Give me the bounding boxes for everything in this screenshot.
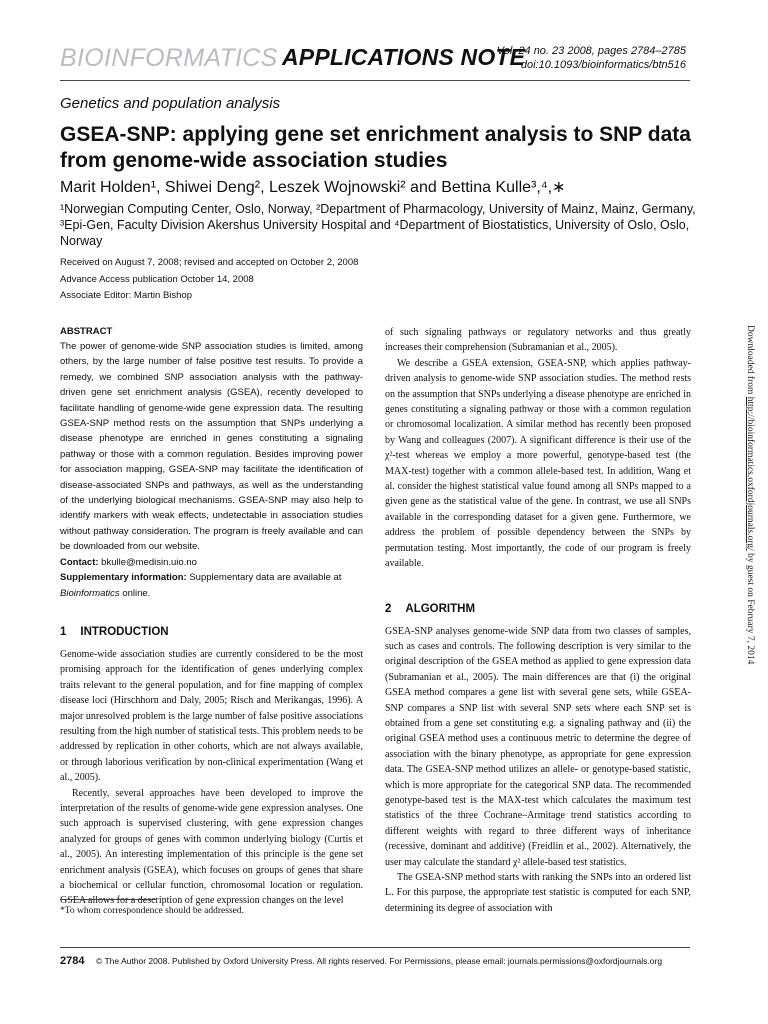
guest-date: by guest on February 7, 2014 [745,553,755,665]
contact-line [60,555,363,570]
copyright-line: © The Author 2008. Published by Oxford University Press. All rights reserved. For Permissions, please email: journals.permissions@oxfordjournals.org [96,956,663,966]
correspondence-footnote: *To whom correspondence should be addressed. [60,906,245,916]
journal-name: BIOINFORMATICS [60,44,278,72]
supplementary-end: online. [122,587,151,599]
footnote-rule [60,899,156,900]
footer-rule [60,947,690,948]
supplementary-label: Supplementary information: [60,572,187,584]
article-title: GSEA-SNP: applying gene set enrichment analysis to SNP data from genome-wide association studies [60,123,691,172]
article-type: APPLICATIONS NOTE [282,44,526,70]
contact-email[interactable]: bkulle@medisin.uio.no [101,556,197,568]
doi[interactable]: doi:10.1093/bioinformatics/btn516 [520,59,686,71]
header-rule [60,80,690,81]
abstract-heading: ABSTRACT [60,326,113,337]
advance-access: Advance Access publication October 14, 2008 [60,273,254,285]
downloaded-prefix: Downloaded from [745,325,755,395]
supplementary-text: Supplementary data are available at [189,572,342,584]
supplementary-journal: Bioinformatics [60,587,120,599]
intro-paragraph-2: Recently, several approaches have been developed to improve the interpretation of the results of genome-wide gene expression analyses. One such approach is supervised clustering, with gene expression changes analyzed for groups of genes with common underlying biology (Curtis et al., 2005). An interesting implementation of this principle is the gene set enrichment analysis (GSEA), which focuses on groups of genes that share a biochemical or cellular function, chromosomal location or regulation. GSEA allows for a description of gene expression changes on the level [60,787,363,907]
received-date: Received on August 7, 2008; revised and accepted on October 2, 2008 [60,257,359,268]
right-paragraph-1: of such signaling pathways or regulatory networks and thus greatly increases their comprehension (Subramanian et al., 2005). [385,327,691,354]
right-column [385,325,691,916]
algorithm-paragraph-1: GSEA-SNP analyses genome-wide SNP data from two classes of samples, such as cases and controls. The following description is very similar to the original description of the GSEA method as applied to gene expression data (Subramanian et al., 2005). The main differences are that (i) the original GSEA method compares a gene list with several gene sets, while GSEA-SNP compares a SNP list with several SNP sets where each SNP set is obtained from a gene set constituting e.g. a signaling pathway and (ii) the original GSEA method uses a continuous metric to determine the degree of association with the binary phenotype, as appropriate for gene expression data. The GSEA-SNP method utilizes an allele- or genotype-based statistic, which is more appropriate for the categorical SNP data. The recommended genotype-based test is the MAX-test which calculates the maximum test statistics of the three Cochrane–Armitage trend statistics according to different weights with regard to three different ways of inheritance (recessive, dominant and additive) (Freidlin et al., 2002). Alternatively, the user may calculate the standard χ² allele-based test statistics. [385,625,691,868]
right-paragraph-2: We describe a GSEA extension, GSEA-SNP, which applies pathway-driven analysis to genome-wide SNP association studies. The method rests on the assumption that SNPs underlying a disease phenotype are enriched in genes constituting a signaling pathway or those with a common regulation or chromosomal localization. A similar method has recently been proposed by Wang and colleagues (2007). A significant difference is their use of the χ²-test whereas we employ a more powerful, genotype-based test (the MAX-test) together with a common allele-based test. In addition, Wang et al. consider the highest statistical value found among all SNPs mapped to a given gene as the statistical value of the gene. In contrast, we use all SNPs available in the corresponding dataset for a given gene. Furthermore, we address the problem of possible dependency between the SNPs by permutation testing. Most importantly, the code of our program is freely available. [385,357,691,570]
intro-paragraph-1: Genome-wide association studies are currently considered to be the most promising approach for the identification of genes underlying complex traits relevant to the general population, and for fine mapping of complex disease loci (Hirschhorn and Daly, 2005; Risch and Merikangas, 1996). A major unresolved problem is the large number of false positive associations resulting from the high number of statistical tests. This problem needs to be addressed by replication in other cohorts, which are not always available, or through laborious verification by non-clinical experimentation (Wang et al., 2005). [60,648,363,784]
contact-label: Contact: [60,556,99,568]
abstract-text: The power of genome-wide SNP association studies is limited, among others, by the large number of false positive test results. To provide a remedy, we combined SNP association analysis with the pathway-driven gene set enrichment analysis (GSEA), recently developed to facilitate handling of genome-wide gene expression data. The resulting GSEA-SNP method rests on the assumption that SNPs underlying a disease phenotype are enriched in genes constituting a signaling pathway or those with a common regulation. Besides improving power for association mapping, GSEA-SNP may facilitate the identification of disease-associated SNPs and pathways, as well as the understanding of the underlying biological mechanisms. GSEA-SNP may also help to identify markers with weak effects, undetectable in association studies without pathway consideration. The program is freely available and can be downloaded from our website. [60,341,363,553]
left-column [60,325,363,909]
algorithm-paragraph-2: The GSEA-SNP method starts with ranking the SNPs into an ordered list L. For this purpose, the appropriate test statistic is computed for each SNP, determining its degree of association with [385,872,691,914]
publication-dates [60,255,700,305]
section-category: Genetics and population analysis [60,95,281,112]
section-title: INTRODUCTION [80,625,169,638]
journal-url-link[interactable]: http://bioinformatics.oxfordjournals.org/ [745,396,755,551]
author-list: Marit Holden¹, Shiwei Deng², Leszek Wojnowski² and Bettina Kulle³,⁴,∗ [60,179,566,196]
download-stamp [733,325,759,765]
associate-editor: Associate Editor: Martin Bishop [60,290,193,301]
affiliations: ¹Norwegian Computing Center, Oslo, Norway, ²Department of Pharmacology, University of Mainz, Mainz, Germany, ³Epi-Gen, Faculty Division Akershus University Hospital and ⁴Department of Biostatistics, University of Oslo, Oslo, Norway [60,202,696,248]
supplementary-line [60,570,363,601]
algorithm-heading [385,602,691,616]
page-number: 2784 [60,955,85,967]
section-title: ALGORITHM [405,602,476,615]
section-number: 1 [60,625,67,638]
introduction-heading [60,625,363,639]
citation-info [497,44,686,72]
download-stamp-text [745,325,755,664]
section-number: 2 [385,602,392,615]
volume-line: Vol. 24 no. 23 2008, pages 2784–2785 [496,45,686,57]
